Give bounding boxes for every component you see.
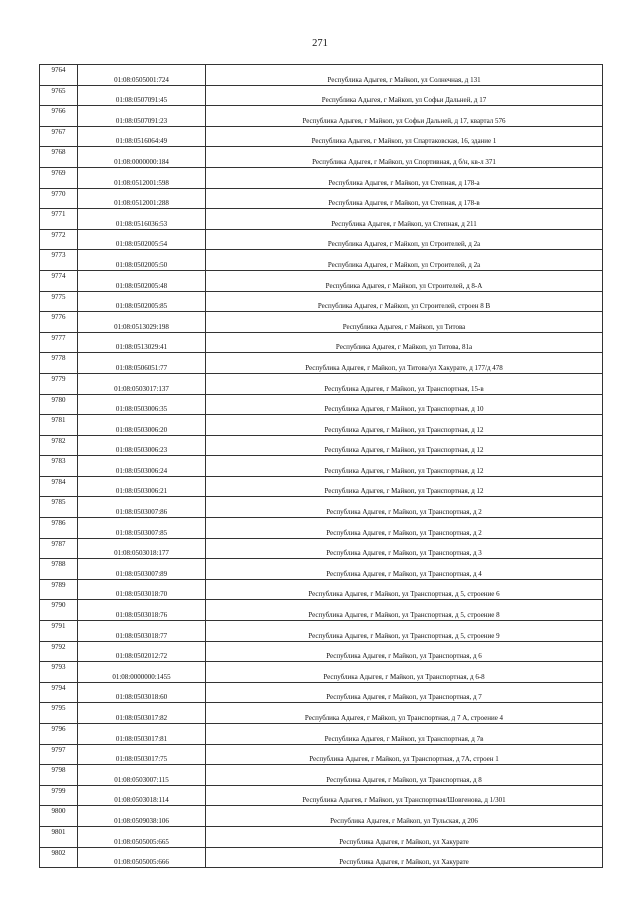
row-number: 9779 bbox=[40, 373, 78, 394]
cadastral-number: 01:08:0503006:35 bbox=[78, 394, 206, 415]
cadastral-number: 01:08:0516064:49 bbox=[78, 126, 206, 147]
row-number: 9765 bbox=[40, 85, 78, 106]
row-number: 9780 bbox=[40, 394, 78, 415]
table-row bbox=[40, 456, 603, 477]
address: Республика Адыгея, г Майкоп, ул Строителей, д 8-А bbox=[206, 270, 603, 291]
table-row bbox=[40, 641, 603, 662]
cadastral-number: 01:08:0505005:665 bbox=[78, 826, 206, 847]
table-row bbox=[40, 353, 603, 374]
table-row bbox=[40, 600, 603, 621]
table-row bbox=[40, 621, 603, 642]
table-row bbox=[40, 826, 603, 847]
cadastral-number: 01:08:0000000:1455 bbox=[78, 662, 206, 683]
address: Республика Адыгея, г Майкоп, ул Транспортная, д 12 bbox=[206, 435, 603, 456]
address: Республика Адыгея, г Майкоп, ул Титова bbox=[206, 312, 603, 333]
row-number: 9801 bbox=[40, 826, 78, 847]
cadastral-number: 01:08:0503017:81 bbox=[78, 724, 206, 745]
row-number: 9771 bbox=[40, 209, 78, 230]
table-row bbox=[40, 312, 603, 333]
row-number: 9778 bbox=[40, 353, 78, 374]
row-number: 9773 bbox=[40, 250, 78, 271]
cadastral-number: 01:08:0509038:106 bbox=[78, 806, 206, 827]
table-row bbox=[40, 270, 603, 291]
table-row bbox=[40, 724, 603, 745]
address: Республика Адыгея, г Майкоп, ул Тульская, д 206 bbox=[206, 806, 603, 827]
cadastral-number: 01:08:0503018:77 bbox=[78, 621, 206, 642]
page-number: 271 bbox=[312, 38, 328, 49]
address: Республика Адыгея, г Майкоп, ул Спартаковская, 16, здание 1 bbox=[206, 126, 603, 147]
address: Республика Адыгея, г Майкоп, ул Транспортная, д 10 bbox=[206, 394, 603, 415]
address: Республика Адыгея, г Майкоп, ул Транспортная, д 5, строение 8 bbox=[206, 600, 603, 621]
table-row bbox=[40, 765, 603, 786]
cadastral-number: 01:08:0503018:114 bbox=[78, 785, 206, 806]
row-number: 9795 bbox=[40, 703, 78, 724]
address: Республика Адыгея, г Майкоп, ул Транспортная, 15-в bbox=[206, 373, 603, 394]
address: Республика Адыгея, г Майкоп, ул Транспортная, д 12 bbox=[206, 476, 603, 497]
table-row bbox=[40, 579, 603, 600]
address: Республика Адыгея, г Майкоп, ул Транспортная/Шовгенова, д 1/301 bbox=[206, 785, 603, 806]
row-number: 9767 bbox=[40, 126, 78, 147]
address: Республика Адыгея, г Майкоп, ул Строителей, д 2а bbox=[206, 250, 603, 271]
row-number: 9772 bbox=[40, 229, 78, 250]
address: Республика Адыгея, г Майкоп, ул Степная, д 178-в bbox=[206, 188, 603, 209]
table-row bbox=[40, 373, 603, 394]
table-row bbox=[40, 126, 603, 147]
cadastral-number: 01:08:0513029:198 bbox=[78, 312, 206, 333]
address: Республика Адыгея, г Майкоп, ул Софьи Дальней, д 17, квартал 576 bbox=[206, 106, 603, 127]
address: Республика Адыгея, г Майкоп, ул Транспортная, д 7в bbox=[206, 724, 603, 745]
cadastral-number: 01:08:0507091:23 bbox=[78, 106, 206, 127]
row-number: 9793 bbox=[40, 662, 78, 683]
table-row bbox=[40, 167, 603, 188]
cadastral-number: 01:08:0503018:76 bbox=[78, 600, 206, 621]
address: Республика Адыгея, г Майкоп, ул Степная, д 178-а bbox=[206, 167, 603, 188]
cadastral-number: 01:08:0000000:184 bbox=[78, 147, 206, 168]
cadastral-number: 01:08:0507091:45 bbox=[78, 85, 206, 106]
address: Республика Адыгея, г Майкоп, ул Транспортная, д 4 bbox=[206, 559, 603, 580]
row-number: 9785 bbox=[40, 497, 78, 518]
address: Республика Адыгея, г Майкоп, ул Титова, 81а bbox=[206, 332, 603, 353]
row-number: 9769 bbox=[40, 167, 78, 188]
table-row bbox=[40, 250, 603, 271]
cadastral-number: 01:08:0512001:598 bbox=[78, 167, 206, 188]
row-number: 9774 bbox=[40, 270, 78, 291]
cadastral-number: 01:08:0503018:177 bbox=[78, 538, 206, 559]
row-number: 9766 bbox=[40, 106, 78, 127]
row-number: 9797 bbox=[40, 744, 78, 765]
address: Республика Адыгея, г Майкоп, ул Спортивная, д б/н, кв-л 371 bbox=[206, 147, 603, 168]
cadastral-number: 01:08:0503007:85 bbox=[78, 518, 206, 539]
address: Республика Адыгея, г Майкоп, ул Транспортная, д 6 bbox=[206, 641, 603, 662]
cadastral-number: 01:08:0513029:41 bbox=[78, 332, 206, 353]
cadastral-number: 01:08:0502005:54 bbox=[78, 229, 206, 250]
address: Республика Адыгея, г Майкоп, ул Транспортная, д 2 bbox=[206, 497, 603, 518]
table-row bbox=[40, 703, 603, 724]
cadastral-number: 01:08:0503006:23 bbox=[78, 435, 206, 456]
cadastral-number: 01:08:0503018:70 bbox=[78, 579, 206, 600]
address: Республика Адыгея, г Майкоп, ул Титова/ул Хакурате, д 177/д 478 bbox=[206, 353, 603, 374]
row-number: 9788 bbox=[40, 559, 78, 580]
table-row bbox=[40, 662, 603, 683]
cadastral-number: 01:08:0503007:115 bbox=[78, 765, 206, 786]
cadastral-number: 01:08:0502012:72 bbox=[78, 641, 206, 662]
cadastral-number: 01:08:0503006:24 bbox=[78, 456, 206, 477]
address: Республика Адыгея, г Майкоп, ул Степная, д 211 bbox=[206, 209, 603, 230]
address: Республика Адыгея, г Майкоп, ул Транспортная, д 6-8 bbox=[206, 662, 603, 683]
row-number: 9800 bbox=[40, 806, 78, 827]
table-row bbox=[40, 518, 603, 539]
row-number: 9792 bbox=[40, 641, 78, 662]
table-row bbox=[40, 744, 603, 765]
cadastral-number: 01:08:0503007:86 bbox=[78, 497, 206, 518]
cadastral-number: 01:08:0502005:50 bbox=[78, 250, 206, 271]
cadastral-number: 01:08:0503007:89 bbox=[78, 559, 206, 580]
address: Республика Адыгея, г Майкоп, ул Транспортная, д 7 bbox=[206, 682, 603, 703]
table-row bbox=[40, 785, 603, 806]
row-number: 9764 bbox=[40, 65, 78, 86]
address: Республика Адыгея, г Майкоп, ул Транспортная, д 12 bbox=[206, 456, 603, 477]
cadastral-number: 01:08:0503018:60 bbox=[78, 682, 206, 703]
row-number: 9798 bbox=[40, 765, 78, 786]
row-number: 9777 bbox=[40, 332, 78, 353]
registry-table bbox=[39, 64, 603, 868]
address: Республика Адыгея, г Майкоп, ул Транспортная, д 5, строение 9 bbox=[206, 621, 603, 642]
table-row bbox=[40, 847, 603, 868]
row-number: 9775 bbox=[40, 291, 78, 312]
address: Республика Адыгея, г Майкоп, ул Транспортная, д 12 bbox=[206, 415, 603, 436]
address: Республика Адыгея, г Майкоп, ул Хакурате bbox=[206, 847, 603, 868]
address: Республика Адыгея, г Майкоп, ул Строителей, д 2а bbox=[206, 229, 603, 250]
table-row bbox=[40, 559, 603, 580]
registry-body bbox=[40, 65, 603, 868]
row-number: 9799 bbox=[40, 785, 78, 806]
row-number: 9783 bbox=[40, 456, 78, 477]
table-row bbox=[40, 85, 603, 106]
address: Республика Адыгея, г Майкоп, ул Транспортная, д 5, строение 6 bbox=[206, 579, 603, 600]
address: Республика Адыгея, г Майкоп, ул Транспортная, д 7 А, строение 4 bbox=[206, 703, 603, 724]
cadastral-number: 01:08:0503017:137 bbox=[78, 373, 206, 394]
table-row bbox=[40, 209, 603, 230]
row-number: 9787 bbox=[40, 538, 78, 559]
address: Республика Адыгея, г Майкоп, ул Солнечная, д 131 bbox=[206, 65, 603, 86]
cadastral-number: 01:08:0516036:53 bbox=[78, 209, 206, 230]
row-number: 9790 bbox=[40, 600, 78, 621]
address: Республика Адыгея, г Майкоп, ул Транспортная, д 8 bbox=[206, 765, 603, 786]
row-number: 9789 bbox=[40, 579, 78, 600]
table-row bbox=[40, 497, 603, 518]
cadastral-number: 01:08:0503006:20 bbox=[78, 415, 206, 436]
row-number: 9794 bbox=[40, 682, 78, 703]
address: Республика Адыгея, г Майкоп, ул Транспортная, д 3 bbox=[206, 538, 603, 559]
row-number: 9791 bbox=[40, 621, 78, 642]
address: Республика Адыгея, г Майкоп, ул Транспортная, д 2 bbox=[206, 518, 603, 539]
address: Республика Адыгея, г Майкоп, ул Хакурате bbox=[206, 826, 603, 847]
cadastral-number: 01:08:0505005:666 bbox=[78, 847, 206, 868]
row-number: 9796 bbox=[40, 724, 78, 745]
cadastral-number: 01:08:0512001:288 bbox=[78, 188, 206, 209]
row-number: 9768 bbox=[40, 147, 78, 168]
table-row bbox=[40, 229, 603, 250]
cadastral-number: 01:08:0502005:85 bbox=[78, 291, 206, 312]
table-row bbox=[40, 476, 603, 497]
table-row bbox=[40, 435, 603, 456]
table-row bbox=[40, 291, 603, 312]
cadastral-number: 01:08:0503006:21 bbox=[78, 476, 206, 497]
cadastral-number: 01:08:0503017:82 bbox=[78, 703, 206, 724]
table-row bbox=[40, 147, 603, 168]
cadastral-number: 01:08:0505001:724 bbox=[78, 65, 206, 86]
address: Республика Адыгея, г Майкоп, ул Транспортная, д 7А, строен 1 bbox=[206, 744, 603, 765]
row-number: 9782 bbox=[40, 435, 78, 456]
row-number: 9784 bbox=[40, 476, 78, 497]
table-row bbox=[40, 332, 603, 353]
table-row bbox=[40, 394, 603, 415]
address: Республика Адыгея, г Майкоп, ул Софьи Дальней, д 17 bbox=[206, 85, 603, 106]
cadastral-number: 01:08:0503017:75 bbox=[78, 744, 206, 765]
address: Республика Адыгея, г Майкоп, ул Строителей, строен 8 В bbox=[206, 291, 603, 312]
table-row bbox=[40, 806, 603, 827]
cadastral-number: 01:08:0502005:48 bbox=[78, 270, 206, 291]
table-row bbox=[40, 538, 603, 559]
table-row bbox=[40, 188, 603, 209]
table-row bbox=[40, 415, 603, 436]
cadastral-number: 01:08:0506051:77 bbox=[78, 353, 206, 374]
table-row bbox=[40, 65, 603, 86]
table-row bbox=[40, 106, 603, 127]
row-number: 9776 bbox=[40, 312, 78, 333]
row-number: 9802 bbox=[40, 847, 78, 868]
row-number: 9786 bbox=[40, 518, 78, 539]
table-row bbox=[40, 682, 603, 703]
row-number: 9781 bbox=[40, 415, 78, 436]
row-number: 9770 bbox=[40, 188, 78, 209]
